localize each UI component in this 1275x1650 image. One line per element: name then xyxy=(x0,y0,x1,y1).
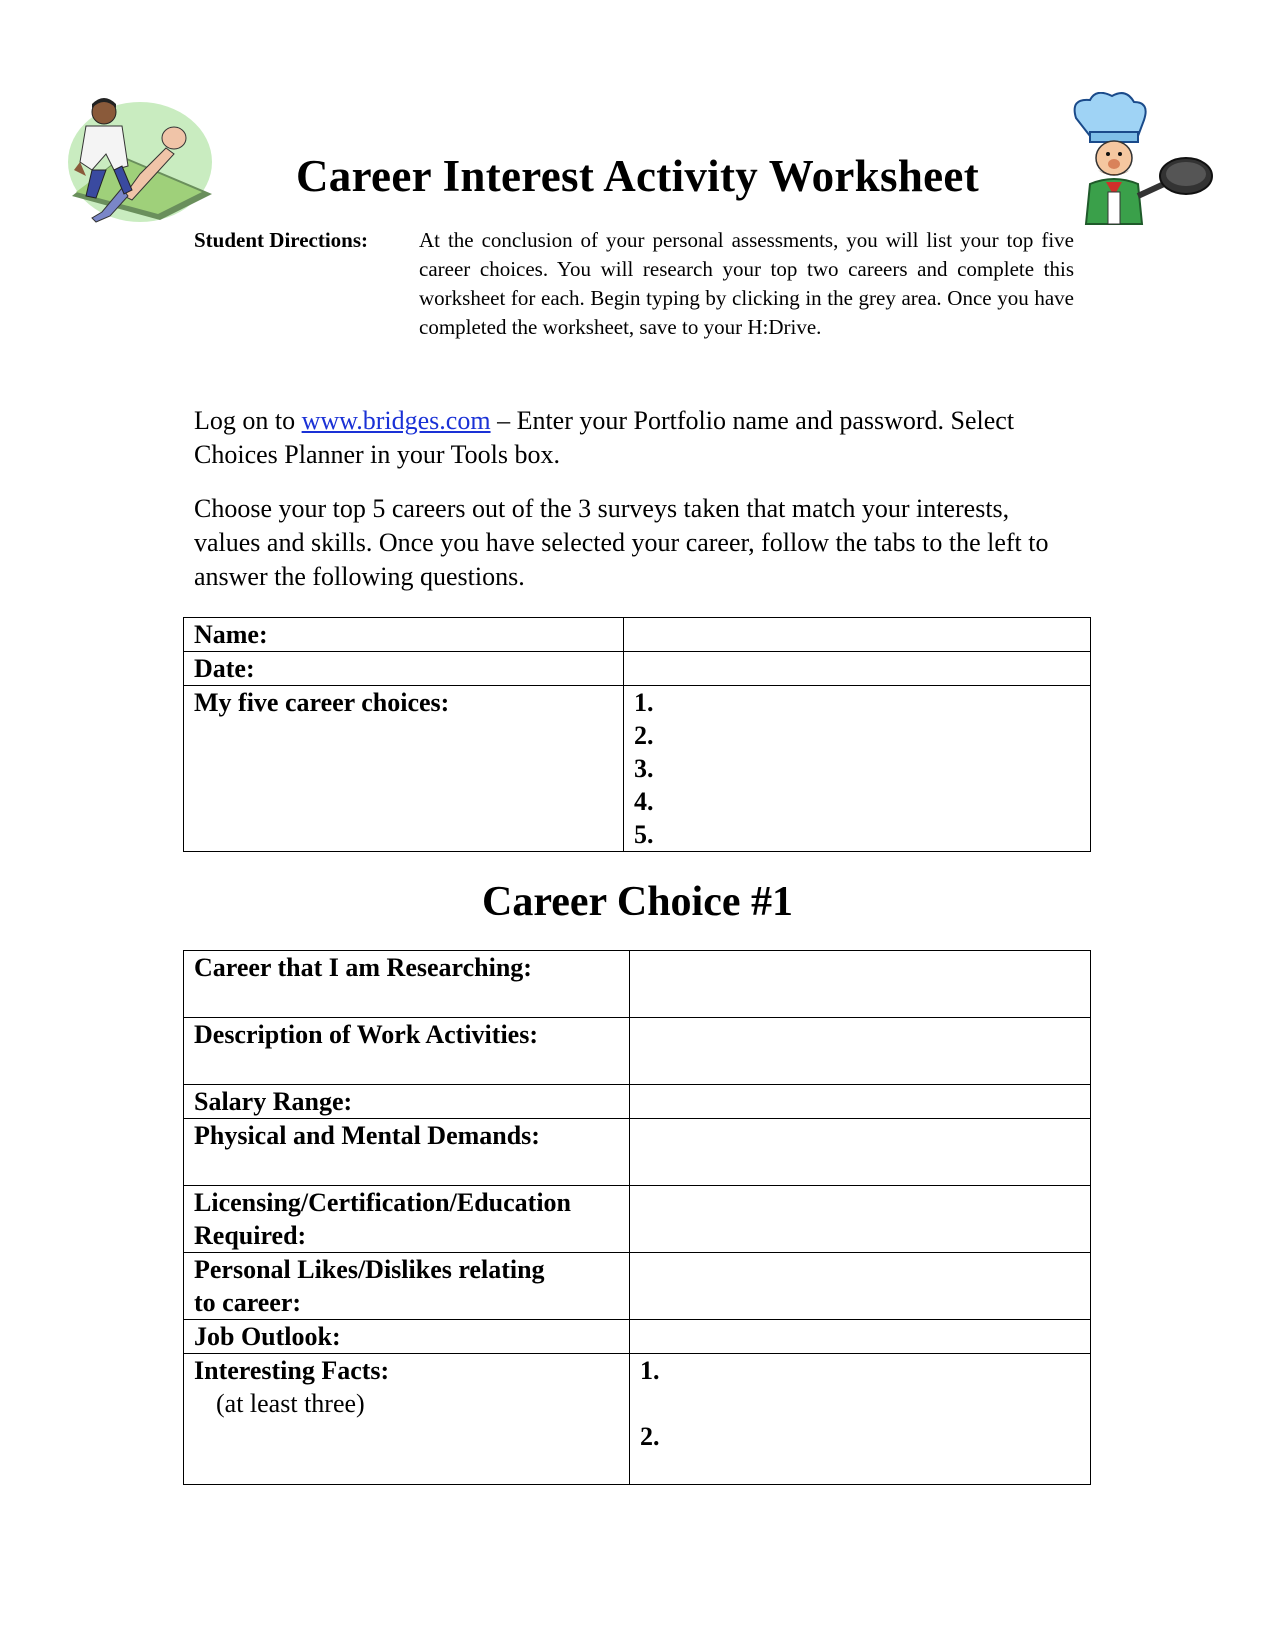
salary-range-field[interactable] xyxy=(630,1085,1091,1119)
likes-dislikes-field[interactable] xyxy=(630,1253,1091,1320)
table-row xyxy=(184,951,1091,1018)
table-row xyxy=(184,652,1091,686)
career-choices-label: My five career choices: xyxy=(184,686,624,852)
table-row xyxy=(184,1253,1091,1320)
list-item: 5. xyxy=(634,820,654,849)
list-item: 4. xyxy=(634,787,654,816)
job-outlook-label: Job Outlook: xyxy=(184,1320,630,1354)
list-item: 1. xyxy=(634,688,654,717)
career-choice-heading: Career Choice #1 xyxy=(481,879,794,925)
salary-range-label: Salary Range: xyxy=(184,1085,630,1119)
table-row xyxy=(184,1085,1091,1119)
work-activities-label: Description of Work Activities: xyxy=(184,1018,630,1085)
facts-note: (at least three) xyxy=(216,1389,365,1418)
licensing-label xyxy=(184,1186,630,1253)
table-row xyxy=(184,618,1091,652)
demands-field[interactable] xyxy=(630,1119,1091,1186)
login-text-before: Log on to xyxy=(194,406,302,435)
date-label: Date: xyxy=(184,652,624,686)
likes-dislikes-label xyxy=(184,1253,630,1320)
licensing-label-line2: Required: xyxy=(194,1221,307,1250)
login-instructions xyxy=(194,404,1074,472)
career-choices-field[interactable] xyxy=(624,686,1091,852)
choose-careers-instructions: Choose your top 5 careers out of the 3 surveys taken that match your interests, values and skills. Once you have selected your career, follow the tabs to the left to answer the following questions. xyxy=(194,494,1049,591)
name-field[interactable] xyxy=(624,618,1091,652)
facts-label: Interesting Facts: xyxy=(194,1356,390,1385)
interesting-facts-label xyxy=(184,1354,630,1485)
fact-spacer xyxy=(640,1387,1080,1420)
table-row xyxy=(184,1354,1091,1485)
likes-label-line1: Personal Likes/Dislikes relating xyxy=(194,1255,545,1284)
demands-label: Physical and Mental Demands: xyxy=(184,1119,630,1186)
licensing-label-line1: Licensing/Certification/Education xyxy=(194,1188,571,1217)
job-outlook-field[interactable] xyxy=(630,1320,1091,1354)
interesting-facts-field[interactable] xyxy=(630,1354,1091,1485)
student-info-table xyxy=(183,617,1091,852)
table-row xyxy=(184,1320,1091,1354)
career-research-table xyxy=(183,950,1091,1485)
table-row xyxy=(184,1186,1091,1253)
name-label: Name: xyxy=(184,618,624,652)
page-title: Career Interest Activity Worksheet xyxy=(296,151,979,201)
list-item: 3. xyxy=(634,754,654,783)
list-item: 2. xyxy=(640,1422,660,1451)
career-researching-label: Career that I am Researching: xyxy=(184,951,630,1018)
career-researching-field[interactable] xyxy=(630,951,1091,1018)
directions-label: Student Directions: xyxy=(194,228,369,252)
list-item: 1. xyxy=(640,1356,660,1385)
table-row xyxy=(184,1119,1091,1186)
directions-text: At the conclusion of your personal assessments, you will list your top five career choices. You will research your top two careers and complete this worksheet for each. Begin typing by clicking in the grey area. Once you have completed the worksheet, save to your H:Drive. xyxy=(419,228,1074,339)
table-row xyxy=(184,1018,1091,1085)
bridges-link[interactable]: www.bridges.com xyxy=(301,406,491,435)
login-text-after: – Enter your Portfolio name and password. Select Choices Planner in your Tools box. xyxy=(194,406,1015,469)
list-item: 2. xyxy=(634,721,654,750)
table-row xyxy=(184,686,1091,852)
likes-label-line2: to career: xyxy=(194,1288,302,1317)
date-field[interactable] xyxy=(624,652,1091,686)
work-activities-field[interactable] xyxy=(630,1018,1091,1085)
licensing-field[interactable] xyxy=(630,1186,1091,1253)
